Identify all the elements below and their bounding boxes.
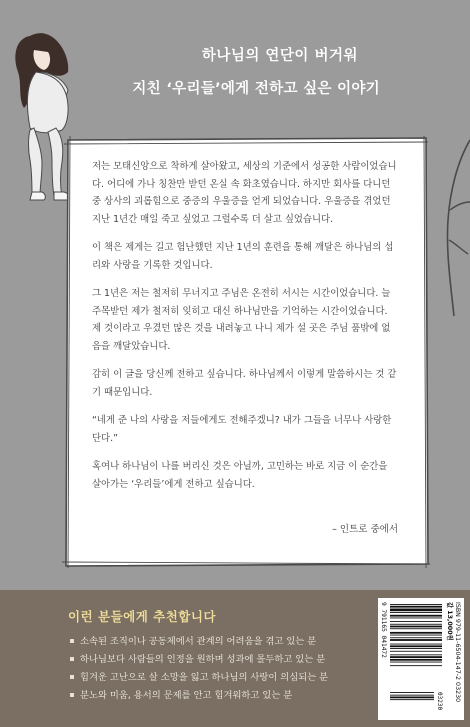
barcode-bar	[390, 651, 442, 652]
barcode-addon-bar	[390, 699, 434, 700]
recommend-item	[70, 633, 328, 651]
bullet-icon	[70, 657, 74, 661]
recommend-item-text: 소속된 조직이나 공동체에서 관계의 어려움을 겪고 있는 분	[80, 636, 317, 647]
bullet-icon	[70, 693, 74, 697]
recommend-list	[70, 633, 328, 705]
barcode-bar	[390, 645, 442, 647]
barcode-bar	[390, 628, 442, 629]
barcode-bar	[390, 606, 442, 608]
bullet-icon	[70, 675, 74, 679]
barcode-addon-bar	[390, 695, 434, 696]
intro-paragraph: 저는 모태신앙으로 착하게 살아왔고, 세상의 기준에서 성공한 사람이었습니다. 어디에 가나 칭찬만 받던 온실 속 화초였습니다. 하지만 회사를 다니던 중 상사의 괴롭힘으로 중증의 우울증을 얻게 되었습니다. 우울증을 겪었던 지난 1년간 매일 죽고 싶었고 그럴수록 더 살고 싶었습니다.	[92, 161, 397, 225]
barcode-bar	[390, 621, 442, 622]
barcode-bar	[390, 632, 442, 634]
barcode-bar	[390, 639, 442, 641]
barcode-bars	[390, 604, 442, 700]
intro-paragraph: 감히 이 글을 당신께 전하고 싶습니다. 하나님께서 이렇게 말씀하시는 것 같기 때문입니다.	[92, 369, 397, 398]
barcode-bar	[390, 659, 442, 661]
barcode-bar	[390, 626, 442, 628]
headline-line2: 지친 ‘우리들’에게 전하고 싶은 이야기	[132, 81, 380, 97]
barcode	[378, 598, 464, 720]
barcode-bar	[390, 635, 442, 636]
barcode-bar	[390, 665, 442, 666]
barcode-bar	[390, 604, 442, 605]
intro-paragraph: 이 책은 제게는 길고 험난했던 지난 1년의 훈련을 통해 깨달은 하나님의 섭리와 사랑을 기록한 것입니다.	[92, 242, 394, 271]
isbn-text: ISBN 979-11-6504-147-2 03230	[454, 602, 461, 703]
barcode-addon-bar	[390, 697, 434, 699]
price-text: 값 13,000원	[446, 602, 453, 641]
recommend-item	[70, 669, 328, 687]
barcode-bar	[390, 662, 442, 663]
barcode-bar	[390, 609, 442, 612]
barcode-bar	[390, 615, 442, 617]
intro-body	[92, 158, 398, 504]
barcode-bar	[390, 656, 442, 658]
recommend-item	[70, 687, 328, 705]
barcode-bar	[390, 637, 442, 638]
bullet-icon	[70, 639, 74, 643]
barcode-bar	[390, 612, 442, 613]
barcode-bar	[390, 644, 442, 645]
barcode-bar	[390, 648, 442, 649]
barcode-addon: 03230	[436, 692, 443, 711]
intro-signature: – 인트로 중에서	[332, 524, 398, 535]
barcode-number: 9 791165 041472	[380, 602, 387, 658]
intro-paragraph: 혹여나 하나님이 나를 버리신 것은 아닐까, 고민하는 바로 지금 이 순간을 살아가는 ‘우리들’에게 전하고 싶습니다.	[92, 461, 388, 490]
barcode-bar	[390, 618, 442, 619]
intro-paragraph: “네게 준 나의 사랑을 저들에게도 전해주겠니? 내가 그들을 너무나 사랑한단다.”	[92, 415, 392, 444]
recommend-item-text: 하나님보다 사람들의 인정을 원하며 성과에 몰두하고 있는 분	[80, 654, 326, 665]
intro-paragraph: 그 1년은 저는 철저히 무너지고 주님은 온전히 서시는 시간이었습니다. 늘 주목받던 제가 철저히 잊히고 대신 하나님만을 기억하는 시간이었습니다. 제 것이라고 우겼던 많은 것을 내려놓고 나니 제가 설 곳은 주님 품밖에 없음을 깨달았습니다.	[92, 288, 391, 352]
barcode-bar	[390, 624, 442, 625]
recommend-item-text: 힘겨운 고난으로 살 소망을 잃고 하나님의 사랑이 의심되는 분	[80, 672, 329, 683]
barcode-addon-bar	[390, 692, 434, 693]
recommend-item	[70, 651, 328, 669]
recommend-title: 이런 분들에게 추천합니다	[68, 609, 217, 624]
recommend-item-text: 분노와 미움, 용서의 문제를 안고 힘겨워하고 있는 분	[80, 690, 293, 701]
headline-line1: 하나님의 연단이 버거워	[201, 48, 358, 64]
barcode-bar	[390, 654, 442, 655]
